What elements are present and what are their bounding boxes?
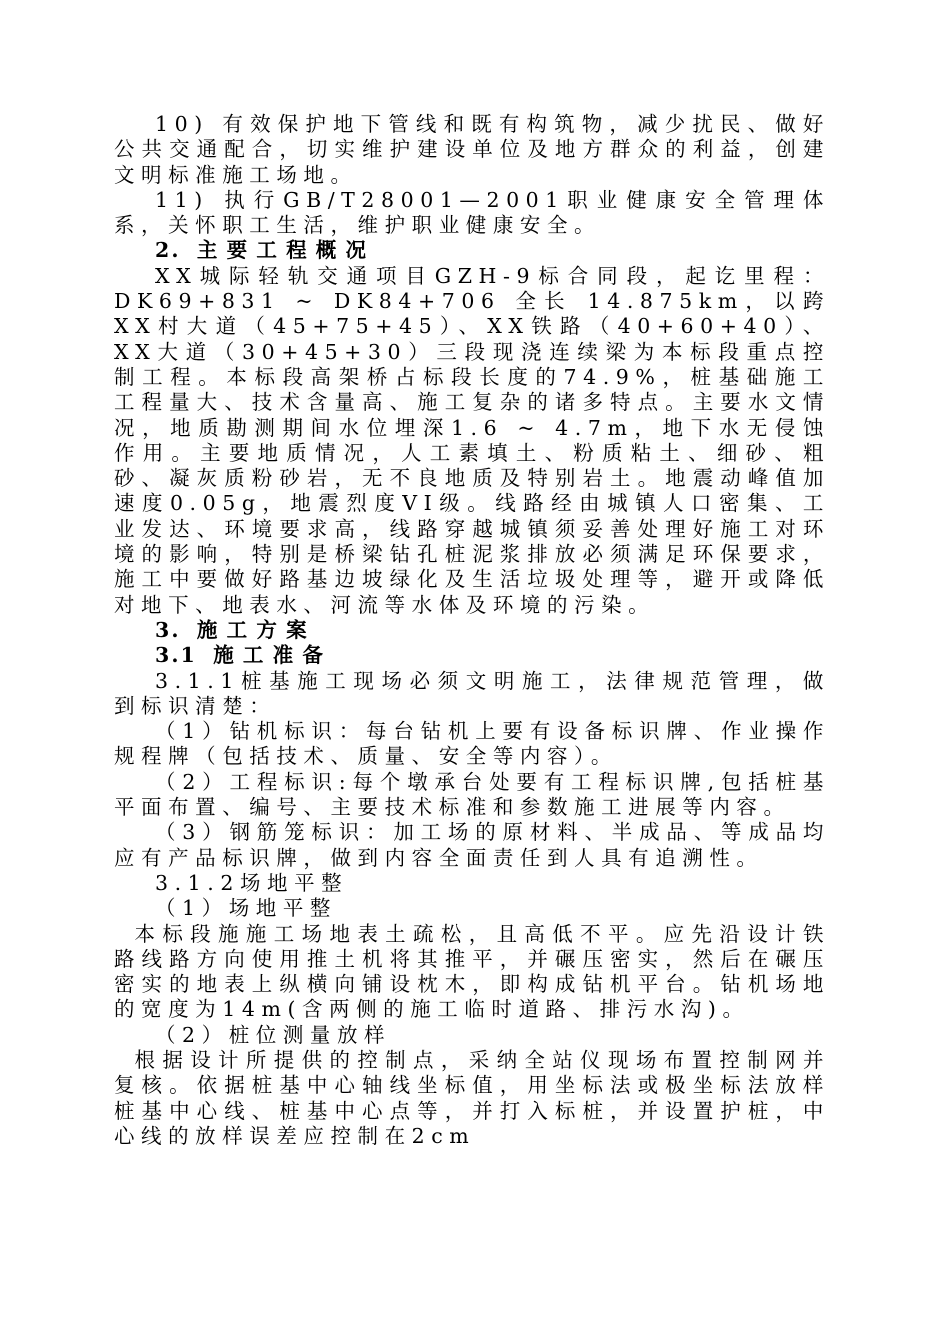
paragraph-item-10: 10) 有效保护地下管线和既有构筑物，减少扰民、做好公共交通配合，切实维护建设单位及地方群众的利益，创建文明标准施工场地。 [114, 112, 830, 187]
section-number: 3.1 [155, 643, 197, 668]
section-title: 施工准备 [213, 643, 333, 668]
section-number: 3. [155, 617, 181, 642]
section-number: 2. [155, 238, 181, 263]
paragraph-drill-sign: （1）钻机标识：每台钻机上要有设备标识牌、作业操作规程牌（包括技术、质量、安全等内容）。 [114, 719, 830, 769]
subitem-pile-survey: （2）桩位测量放样 [155, 1022, 392, 1047]
paragraph-item-11: 11) 执行GB/T28001—2001职业健康安全管理体系，关怀职工生活，维护职业健康安全。 [114, 187, 830, 238]
paragraph-project-sign: （2）工程标识:每个墩承台处要有工程标识牌,包括桩基平面布置、编号、主要技术标准和参数施工进展等内容。 [114, 769, 830, 820]
section-title: 主要工程概况 [196, 238, 376, 263]
paragraph-project-overview: XX城际轻轨交通项目GZH-9标合同段，起讫里程：DK69+831 ~ DK84+706 全长 14.875km，以跨XX村大道（45+75+45）、XX铁路（40+60+40）、XX大道（30+45+30）三段现浇连续梁为本标段重点控制工程。本标段高架桥占标段长度的74.9%，桩基础施工工程量大、技术含量高、施工复杂的诸多特点。主要水文情况，地质勘测期间水位埋深1.6 ~ 4.7m，地下水无侵蚀作用。主要地质情况，人工素填土、粉质粘土、细砂、粗砂、凝灰质粉砂岩，无不良地质及特别岩土。地震动峰值加速度0.05g，地震烈度VI级。线路经由城镇人口密集、工业发达、环境要求高，线路穿越城镇须妥善处理好施工对环境的影响，特别是桥梁钻孔桩泥浆排放必须满足环保要求，施工中要做好路基边坡绿化及生活垃圾处理等，避开或降低对地下、地表水、河流等水体及环境的污染。 [114, 263, 830, 617]
paragraph-3-1-1: 3.1.1桩基施工现场必须文明施工，法律规范管理，做到标识清楚： [114, 668, 830, 718]
section-heading-3 [114, 618, 830, 643]
section-title: 施工方案 [196, 617, 316, 642]
section-heading-3-1 [114, 643, 830, 668]
paragraph-pile-survey: 根据设计所提供的控制点，采纳全站仪现场布置控制网并复核。依据桩基中心轴线坐标值，用坐标法或极坐标法放样桩基中心线、桩基中心点等，并打入标桩，并设置护桩，中心线的放样误差应控制在2cm [114, 1047, 830, 1148]
section-heading-2 [114, 238, 830, 263]
subitem-site-leveling: （1）场地平整 [155, 896, 337, 921]
paragraph-site-leveling: 本标段施施工场地表土疏松，且高低不平。应先沿设计铁路线路方向使用推土机将其推平，并碾压密实，然后在碾压密实的地表上纵横向铺设枕木，即构成钻机平台。钻机场地的宽度为14m(含两侧的施工临时道路、排污水沟)。 [114, 921, 830, 1022]
subsection-3-1-2: 3.1.2场地平整 [155, 870, 349, 895]
document-page [114, 112, 830, 1149]
paragraph-rebar-sign: （3）钢筋笼标识：加工场的原材料、半成品、等成品均应有产品标识牌，做到内容全面责任到人具有追溯性。 [114, 820, 830, 870]
